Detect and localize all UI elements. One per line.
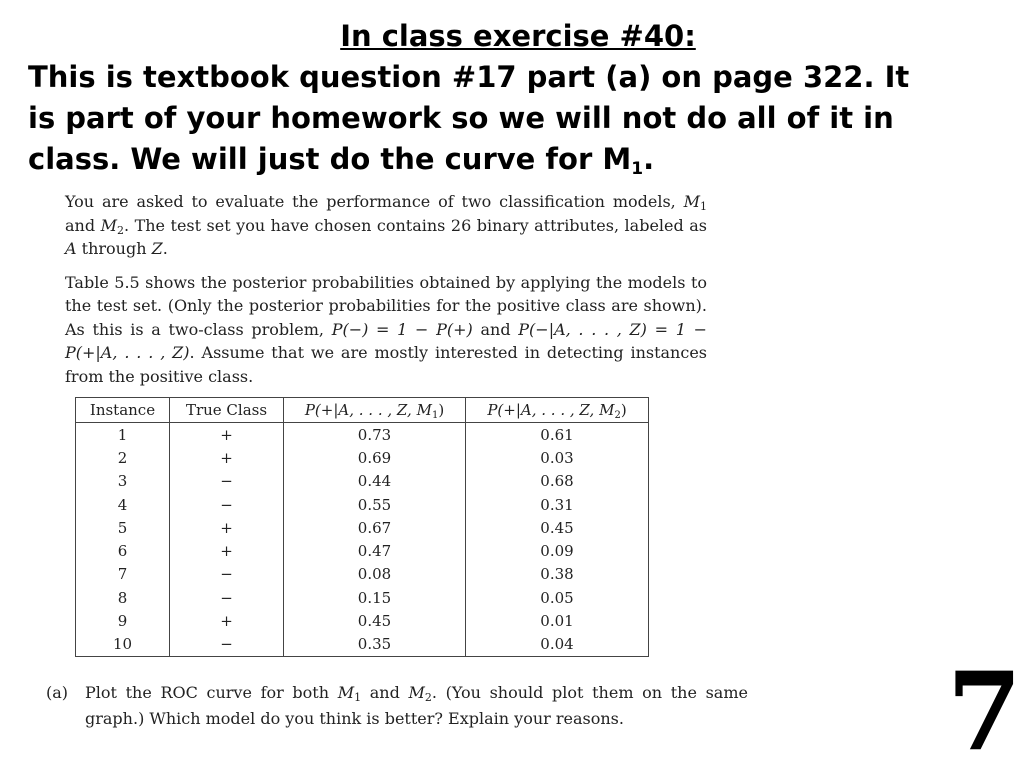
cell-true-class: + xyxy=(170,609,284,632)
header-true-class: True Class xyxy=(170,398,284,423)
table-header-row xyxy=(76,398,649,423)
cell-m2-prob: 0.68 xyxy=(466,470,649,493)
p2-text-a: Table 5.5 shows the posterior probabilities obtained by applying the models to the test set. (Only the posterior probabilities for the positive class are shown). As this is a two-class problem, xyxy=(65,272,707,339)
question-part-a xyxy=(46,680,748,732)
p2-equation-1: P(−) = 1 − P(+) xyxy=(331,319,473,339)
header-m2-probability xyxy=(466,398,649,423)
q-text-c: . (You should plot them on the same graph.) Which model do you think is better? Explain your reasons. xyxy=(85,683,748,728)
cell-true-class: + xyxy=(170,516,284,539)
header-m2-close: ) xyxy=(620,401,627,419)
p1-text-c: . The test set you have chosen contains 26 binary attributes, labeled as xyxy=(123,215,707,235)
q-m2-var: M xyxy=(408,683,425,702)
header-m2-text: P(+|A, . . . , Z, M xyxy=(487,401,615,419)
header-m1-text: P(+|A, . . . , Z, M xyxy=(304,401,432,419)
table-row xyxy=(76,470,649,493)
cell-m1-prob: 0.15 xyxy=(284,586,466,609)
cell-instance: 8 xyxy=(76,586,170,609)
table-row xyxy=(76,493,649,516)
cell-instance: 3 xyxy=(76,470,170,493)
posterior-probability-table xyxy=(75,397,649,657)
header-m1-sub: 1 xyxy=(431,410,439,421)
p1-m2-sub: 2 xyxy=(116,223,124,237)
header-m1-close: ) xyxy=(438,401,445,419)
q-m2-sub: 2 xyxy=(424,691,432,704)
table-row xyxy=(76,586,649,609)
q-m1-var: M xyxy=(337,683,355,702)
cell-instance: 10 xyxy=(76,633,170,657)
q-text-b: and xyxy=(361,683,409,702)
cell-m2-prob: 0.04 xyxy=(466,633,649,657)
p1-a-var: A xyxy=(65,239,77,258)
table-row xyxy=(76,423,649,447)
cell-m2-prob: 0.38 xyxy=(466,563,649,586)
problem-paragraph-1 xyxy=(65,190,707,261)
table-row xyxy=(76,539,649,562)
table-row xyxy=(76,563,649,586)
cell-m1-prob: 0.35 xyxy=(284,633,466,657)
cell-m2-prob: 0.09 xyxy=(466,539,649,562)
q-m1-sub: 1 xyxy=(354,691,362,704)
header-m2-sub: 2 xyxy=(614,410,621,421)
cell-instance: 1 xyxy=(76,423,170,447)
table-row xyxy=(76,516,649,539)
intro-line-1: This is textbook question #17 part (a) on page 322. It xyxy=(28,60,910,94)
header-instance: Instance xyxy=(76,398,170,423)
intro-line-2: is part of your homework so we will not do all of it in xyxy=(28,101,894,135)
p1-text-d: through xyxy=(76,239,152,258)
cell-instance: 9 xyxy=(76,609,170,632)
cell-instance: 5 xyxy=(76,516,170,539)
cell-m2-prob: 0.01 xyxy=(466,609,649,632)
cell-m1-prob: 0.69 xyxy=(284,446,466,469)
p1-m1-var: M xyxy=(683,192,700,211)
table-row xyxy=(76,446,649,469)
question-text xyxy=(85,680,748,732)
table-row xyxy=(76,609,649,632)
p2-text-c: . Assume that we are mostly interested in detecting instances from the positive class. xyxy=(65,343,708,386)
slide-heading xyxy=(28,16,1008,180)
p1-z-var: Z xyxy=(151,239,163,258)
cell-m2-prob: 0.05 xyxy=(466,586,649,609)
slide-title: In class exercise #40: xyxy=(340,19,696,53)
cell-true-class: − xyxy=(170,493,284,516)
cell-m1-prob: 0.73 xyxy=(284,423,466,447)
p1-text-b: and xyxy=(65,215,101,235)
p1-text-a: You are asked to evaluate the performance of two classification models, xyxy=(65,192,684,211)
intro-line-3-subscript: 1 xyxy=(631,159,644,179)
table-row xyxy=(76,633,649,657)
q-text-a: Plot the ROC curve for both xyxy=(85,683,338,702)
cell-m1-prob: 0.47 xyxy=(284,539,466,562)
textbook-excerpt xyxy=(65,190,707,398)
cell-m2-prob: 0.61 xyxy=(466,423,649,447)
intro-line-3-period: . xyxy=(643,142,655,176)
cell-m1-prob: 0.44 xyxy=(284,470,466,493)
cell-true-class: − xyxy=(170,470,284,493)
cell-m1-prob: 0.67 xyxy=(284,516,466,539)
cell-m2-prob: 0.03 xyxy=(466,446,649,469)
p2-equation-2: P(−|A, . . . , Z) = 1 − P(+|A, . . . , Z) xyxy=(65,319,707,362)
intro-line-3 xyxy=(28,139,1008,180)
cell-true-class: + xyxy=(170,446,284,469)
cell-true-class: + xyxy=(170,539,284,562)
cell-true-class: − xyxy=(170,563,284,586)
cell-true-class: − xyxy=(170,633,284,657)
cell-instance: 7 xyxy=(76,563,170,586)
p1-m1-sub: 1 xyxy=(700,200,707,213)
cell-true-class: + xyxy=(170,423,284,447)
cell-true-class: − xyxy=(170,586,284,609)
p1-text-e: . xyxy=(162,239,168,258)
cell-m1-prob: 0.45 xyxy=(284,609,466,632)
cell-m2-prob: 0.45 xyxy=(466,516,649,539)
cell-instance: 2 xyxy=(76,446,170,469)
p1-m2-var: M xyxy=(100,215,117,235)
cell-instance: 6 xyxy=(76,539,170,562)
p2-text-b: and xyxy=(472,319,519,339)
cell-m1-prob: 0.08 xyxy=(284,563,466,586)
problem-paragraph-2 xyxy=(65,271,707,389)
intro-line-3-text: class. We will just do the curve for M xyxy=(28,142,632,176)
cell-instance: 4 xyxy=(76,493,170,516)
cell-m1-prob: 0.55 xyxy=(284,493,466,516)
slide-page-number: 7 xyxy=(946,649,1022,775)
cell-m2-prob: 0.31 xyxy=(466,493,649,516)
question-label: (a) xyxy=(46,683,69,702)
header-m1-probability xyxy=(284,398,466,423)
